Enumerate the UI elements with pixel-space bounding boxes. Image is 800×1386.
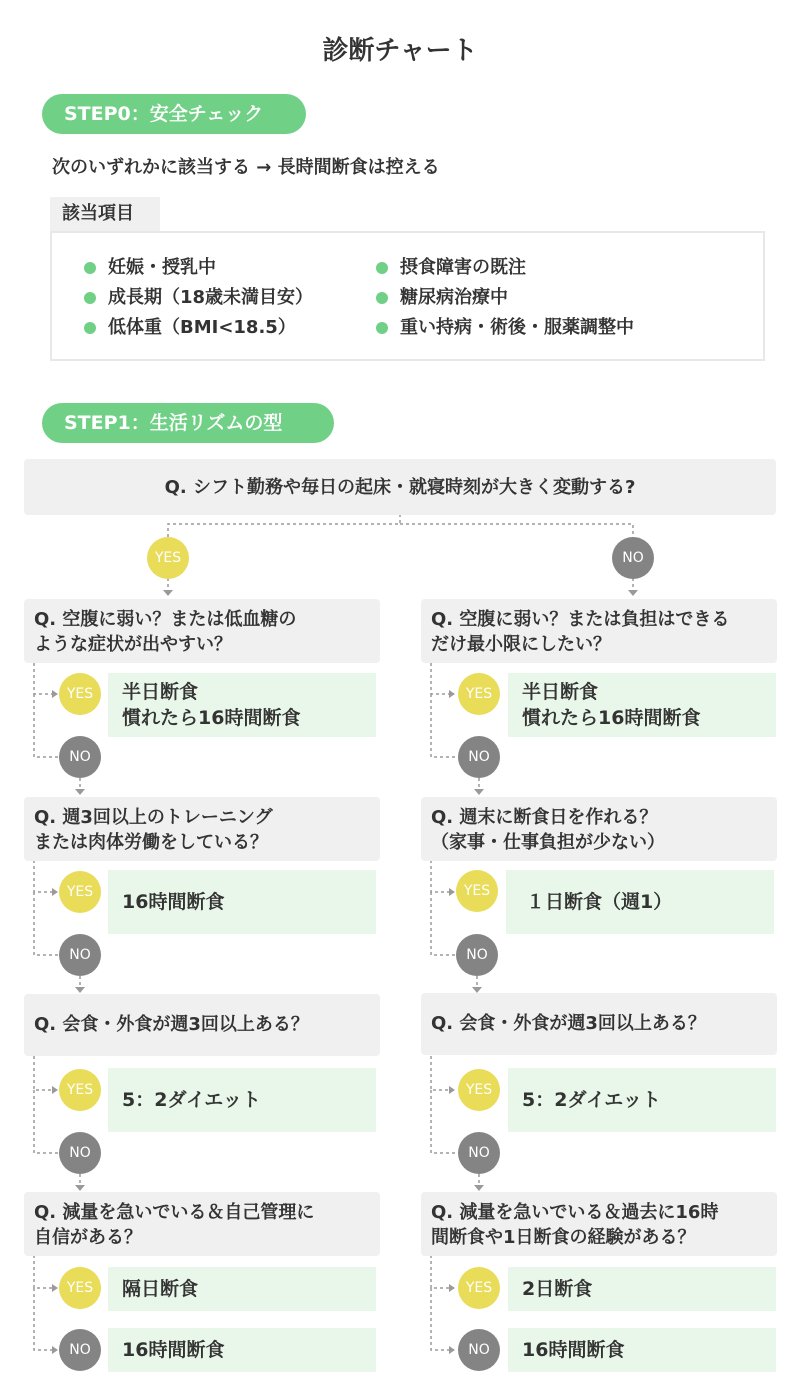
right-result-1: 半日断食 慣れたら16時間断食 xyxy=(508,673,776,737)
no-badge: NO xyxy=(458,1132,500,1174)
left-result-2: 16時間断食 xyxy=(108,870,376,934)
bullet-icon xyxy=(376,322,388,334)
right-result-4-no: 16時間断食 xyxy=(508,1328,776,1372)
right-question-4: Q. 減量を急いでいる＆過去に16時 間断食や1日断食の経験がある？ xyxy=(421,1192,777,1256)
yes-badge: YES xyxy=(59,871,101,913)
bullet-icon xyxy=(84,322,96,334)
right-result-4-yes: 2日断食 xyxy=(508,1267,776,1311)
no-badge: NO xyxy=(612,537,654,579)
list-item: 糖尿病治療中 xyxy=(376,283,634,313)
list-item: 成長期（18歳未満目安） xyxy=(84,283,313,313)
bullet-icon xyxy=(376,292,388,304)
left-question-3: Q. 会食・外食が週3回以上ある？ xyxy=(24,994,380,1056)
no-badge: NO xyxy=(456,934,498,976)
yes-badge: YES xyxy=(59,1069,101,1111)
right-question-2: Q. 週末に断食日を作れる？ （家事・仕事負担が少ない） xyxy=(421,797,777,861)
yes-badge: YES xyxy=(458,1267,500,1309)
right-question-1: Q. 空腹に弱い？または負担はできる だけ最小限にしたい？ xyxy=(421,599,777,663)
step1-label: STEP1：生活リズムの型 xyxy=(42,403,334,443)
yes-badge: YES xyxy=(147,537,189,579)
list-item: 低体重（BMI<18.5） xyxy=(84,313,313,343)
yes-badge: YES xyxy=(456,870,498,912)
applicable-items-box xyxy=(50,231,765,361)
no-badge: NO xyxy=(458,736,500,778)
no-badge: NO xyxy=(59,1329,101,1371)
left-result-3: 5：2ダイエット xyxy=(108,1068,376,1132)
items-left-column xyxy=(84,253,313,343)
step0-intro: 次のいずれかに該当する → 長時間断食は控える xyxy=(52,157,440,178)
left-question-1: Q. 空腹に弱い？または低血糖の ような症状が出やすい？ xyxy=(24,599,380,663)
no-badge: NO xyxy=(458,1329,500,1371)
items-right-column xyxy=(376,253,634,343)
bullet-icon xyxy=(376,262,388,274)
left-question-2: Q. 週3回以上のトレーニング または肉体労働をしている？ xyxy=(24,797,380,861)
left-result-4-no: 16時間断食 xyxy=(108,1328,376,1372)
left-result-1: 半日断食 慣れたら16時間断食 xyxy=(108,673,376,737)
page-title: 診断チャート xyxy=(322,36,478,66)
right-result-3: 5：2ダイエット xyxy=(508,1068,776,1132)
bullet-icon xyxy=(84,292,96,304)
list-item: 妊娠・授乳中 xyxy=(84,253,313,283)
list-item: 重い持病・術後・服薬調整中 xyxy=(376,313,634,343)
left-result-4-yes: 隔日断食 xyxy=(108,1267,376,1311)
main-question: Q. シフト勤務や毎日の起床・就寝時刻が大きく変動する? xyxy=(24,459,776,515)
right-question-3: Q. 会食・外食が週3回以上ある？ xyxy=(421,993,777,1055)
list-item: 摂食障害の既注 xyxy=(376,253,634,283)
no-badge: NO xyxy=(59,934,101,976)
bullet-icon xyxy=(84,262,96,274)
step0-label: STEP0：安全チェック xyxy=(42,94,306,134)
no-badge: NO xyxy=(59,736,101,778)
yes-badge: YES xyxy=(458,1069,500,1111)
applicable-items-tag: 該当項目 xyxy=(50,197,160,231)
right-result-2: １日断食（週1） xyxy=(506,870,774,934)
yes-badge: YES xyxy=(458,673,500,715)
no-badge: NO xyxy=(59,1132,101,1174)
yes-badge: YES xyxy=(59,673,101,715)
left-question-4: Q. 減量を急いでいる＆自己管理に 自信がある？ xyxy=(24,1192,380,1256)
yes-badge: YES xyxy=(59,1267,101,1309)
